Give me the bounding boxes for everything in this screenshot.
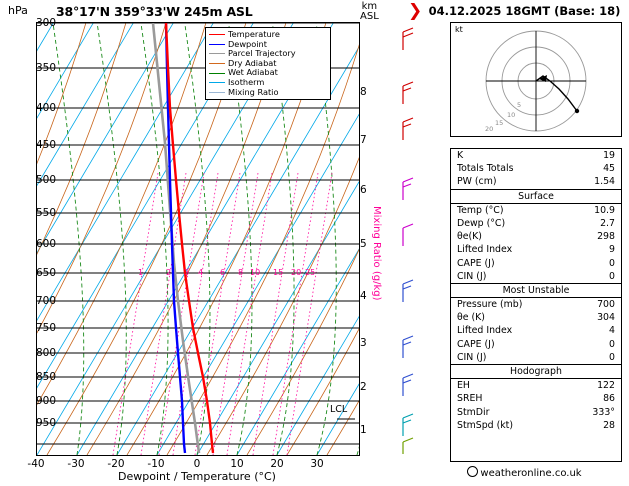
table-row-eh xyxy=(451,379,621,392)
label-sreh: SREH xyxy=(457,393,483,405)
xtick-m10: -10 xyxy=(147,458,165,470)
label-pw: PW (cm) xyxy=(457,176,497,188)
ytick-350: 350 xyxy=(35,62,56,74)
mixing-ratio-value-2: 2 xyxy=(166,268,172,277)
label-sfc-dewp: Dewp (°C) xyxy=(457,217,506,229)
table-row-sfc-thetae xyxy=(451,230,621,243)
wind-barb-column xyxy=(395,22,421,454)
svg-text:20: 20 xyxy=(485,125,494,133)
label-sfc-li: Lifted Index xyxy=(457,244,513,256)
legend-swatch-mixing-ratio xyxy=(209,92,225,93)
value-sfc-temp: 10.9 xyxy=(594,204,615,216)
value-stmspd: 28 xyxy=(603,419,615,431)
value-mu-thetae: 304 xyxy=(597,312,615,324)
table-row-mu-thetae xyxy=(451,311,621,324)
value-stmdir: 333° xyxy=(592,406,615,418)
xtick-m20: -20 xyxy=(107,458,125,470)
credit-line[interactable] xyxy=(420,466,629,479)
legend-item-temperature xyxy=(209,30,327,40)
table-row-mu-cin xyxy=(451,351,621,364)
label-mu-thetae: θe (K) xyxy=(457,312,485,324)
mixing-ratio-value-15: 15 xyxy=(273,268,284,277)
mixing-ratio-value-25: 25 xyxy=(305,268,316,277)
mixing-ratio-value-10: 10 xyxy=(250,268,261,277)
legend-swatch-wet-adiabat xyxy=(209,73,225,74)
table-row-mu-pressure xyxy=(451,298,621,311)
svg-text:5: 5 xyxy=(517,101,522,109)
skewt-plot-area xyxy=(36,22,360,456)
label-totals-totals: Totals Totals xyxy=(457,163,514,175)
table-row-sfc-dewp xyxy=(451,217,621,230)
legend-label-dry-adiabat: Dry Adiabat xyxy=(228,57,277,68)
table-row-mu-cape xyxy=(451,338,621,351)
svg-text:10: 10 xyxy=(507,111,516,119)
table-row-pw xyxy=(451,175,621,188)
value-sfc-thetae: 298 xyxy=(597,231,615,243)
value-pw: 1.54 xyxy=(594,176,615,188)
ytick-500: 500 xyxy=(35,174,56,186)
label-sfc-cape: CAPE (J) xyxy=(457,257,495,269)
mixing-ratio-value-20: 20 xyxy=(291,268,302,277)
mixing-ratio-value-1: 1 xyxy=(138,268,144,277)
mixing-ratio-value-8: 8 xyxy=(238,268,244,277)
copyright-icon xyxy=(467,466,478,477)
parcel-trajectory-line xyxy=(153,23,199,453)
table-row-sfc-cape xyxy=(451,257,621,270)
kmtick-5: 5 xyxy=(360,238,367,250)
indices-table xyxy=(450,148,622,462)
label-mu-li: Lifted Index xyxy=(457,325,513,337)
hodograph-unit-label: kt xyxy=(455,25,463,34)
credit-text: weatheronline.co.uk xyxy=(480,468,582,479)
ytick-900: 900 xyxy=(35,395,56,407)
value-mu-cape: 0 xyxy=(609,338,615,350)
value-sfc-cape: 0 xyxy=(609,257,615,269)
table-row-mu-li xyxy=(451,324,621,337)
value-mu-cin: 0 xyxy=(609,351,615,363)
mixing-ratio-axis-label: Mixing Ratio (g/kg) xyxy=(371,206,382,301)
legend-label-isotherm: Isotherm xyxy=(228,76,265,87)
ytick-700: 700 xyxy=(35,295,56,307)
legend-swatch-temperature xyxy=(209,34,225,35)
kmtick-3: 3 xyxy=(360,337,367,349)
table-row-sreh xyxy=(451,392,621,405)
label-sfc-cin: CIN (J) xyxy=(457,270,487,282)
table-row-stmdir xyxy=(451,406,621,419)
ytick-300: 300 xyxy=(35,17,56,29)
section-header-most-unstable: Most Unstable xyxy=(451,283,621,298)
label-mu-cin: CIN (J) xyxy=(457,351,487,363)
value-sfc-dewp: 2.7 xyxy=(600,217,615,229)
value-sfc-cin: 0 xyxy=(609,270,615,282)
xtick-30: 30 xyxy=(310,458,324,470)
hodograph-plot xyxy=(451,23,621,136)
table-row-sfc-temp xyxy=(451,204,621,217)
legend-swatch-dewpoint xyxy=(209,44,225,45)
ytick-450: 450 xyxy=(35,139,56,151)
table-row-sfc-cin xyxy=(451,270,621,283)
value-k: 19 xyxy=(603,150,615,161)
pressure-axis-label: hPa xyxy=(8,4,28,17)
svg-text:15: 15 xyxy=(495,119,504,127)
info-panel xyxy=(408,0,629,486)
label-stmspd: StmSpd (kt) xyxy=(457,419,514,431)
legend-label-wet-adiabat: Wet Adiabat xyxy=(228,67,278,78)
kmtick-8: 8 xyxy=(360,86,367,98)
legend-item-wet-adiabat xyxy=(209,68,327,78)
ytick-800: 800 xyxy=(35,347,56,359)
label-mu-pressure: Pressure (mb) xyxy=(457,299,523,311)
forecast-datetime: 04.12.2025 18GMT (Base: 18) xyxy=(428,4,621,18)
xtick-10: 10 xyxy=(230,458,244,470)
lcl-label: LCL xyxy=(330,404,348,415)
ytick-750: 750 xyxy=(35,322,56,334)
ytick-600: 600 xyxy=(35,238,56,250)
kmtick-2: 2 xyxy=(360,381,367,393)
legend-label-temperature: Temperature xyxy=(228,29,280,39)
legend-swatch-isotherm xyxy=(209,82,225,83)
altitude-axis-label: km ASL xyxy=(360,1,379,22)
red-marker-icon: ❯ xyxy=(408,1,423,21)
label-sfc-thetae: θe(K) xyxy=(457,231,482,243)
ytick-550: 550 xyxy=(35,207,56,219)
value-mu-pressure: 700 xyxy=(597,299,615,311)
value-totals-totals: 45 xyxy=(603,163,615,175)
legend-label-dewpoint: Dewpoint xyxy=(228,38,267,49)
mixing-ratio-value-3: 3 xyxy=(184,268,190,277)
label-eh: EH xyxy=(457,380,470,392)
section-header-hodograph: Hodograph xyxy=(451,364,621,379)
label-stmdir: StmDir xyxy=(457,406,490,418)
section-header-surface: Surface xyxy=(451,189,621,204)
kmtick-1: 1 xyxy=(360,424,367,436)
kmtick-4: 4 xyxy=(360,290,367,302)
value-sreh: 86 xyxy=(603,393,615,405)
station-title: 38°17'N 359°33'W 245m ASL xyxy=(56,4,253,19)
xtick-m40: -40 xyxy=(27,458,45,470)
label-mu-cape: CAPE (J) xyxy=(457,338,495,350)
value-eh: 122 xyxy=(597,380,615,392)
hodograph xyxy=(450,22,622,137)
table-row-sfc-li xyxy=(451,243,621,256)
ytick-650: 650 xyxy=(35,267,56,279)
xtick-m30: -30 xyxy=(67,458,85,470)
mixing-ratio-value-4: 4 xyxy=(198,268,204,277)
legend-label-parcel: Parcel Trajectory xyxy=(228,48,296,59)
table-row-totals-totals xyxy=(451,162,621,175)
mixing-ratio-value-6: 6 xyxy=(220,268,226,277)
label-k: K xyxy=(457,150,464,161)
ytick-950: 950 xyxy=(35,417,56,429)
legend-swatch-parcel xyxy=(209,53,225,54)
legend-item-mixing-ratio xyxy=(209,88,327,98)
ytick-400: 400 xyxy=(35,102,56,114)
value-mu-li: 4 xyxy=(609,325,615,337)
xtick-0: 0 xyxy=(193,458,201,470)
value-sfc-li: 9 xyxy=(609,244,615,256)
kmtick-6: 6 xyxy=(360,184,367,196)
xtick-20: 20 xyxy=(270,458,284,470)
legend-label-mixing-ratio: Mixing Ratio xyxy=(228,86,279,97)
table-row-k xyxy=(451,149,621,162)
legend-swatch-dry-adiabat xyxy=(209,63,225,64)
table-row-stmspd xyxy=(451,419,621,432)
label-sfc-temp: Temp (°C) xyxy=(457,204,504,216)
x-axis-title: Dewpoint / Temperature (°C) xyxy=(118,470,276,483)
chart-legend xyxy=(205,27,331,100)
ytick-850: 850 xyxy=(35,371,56,383)
kmtick-7: 7 xyxy=(360,134,367,146)
